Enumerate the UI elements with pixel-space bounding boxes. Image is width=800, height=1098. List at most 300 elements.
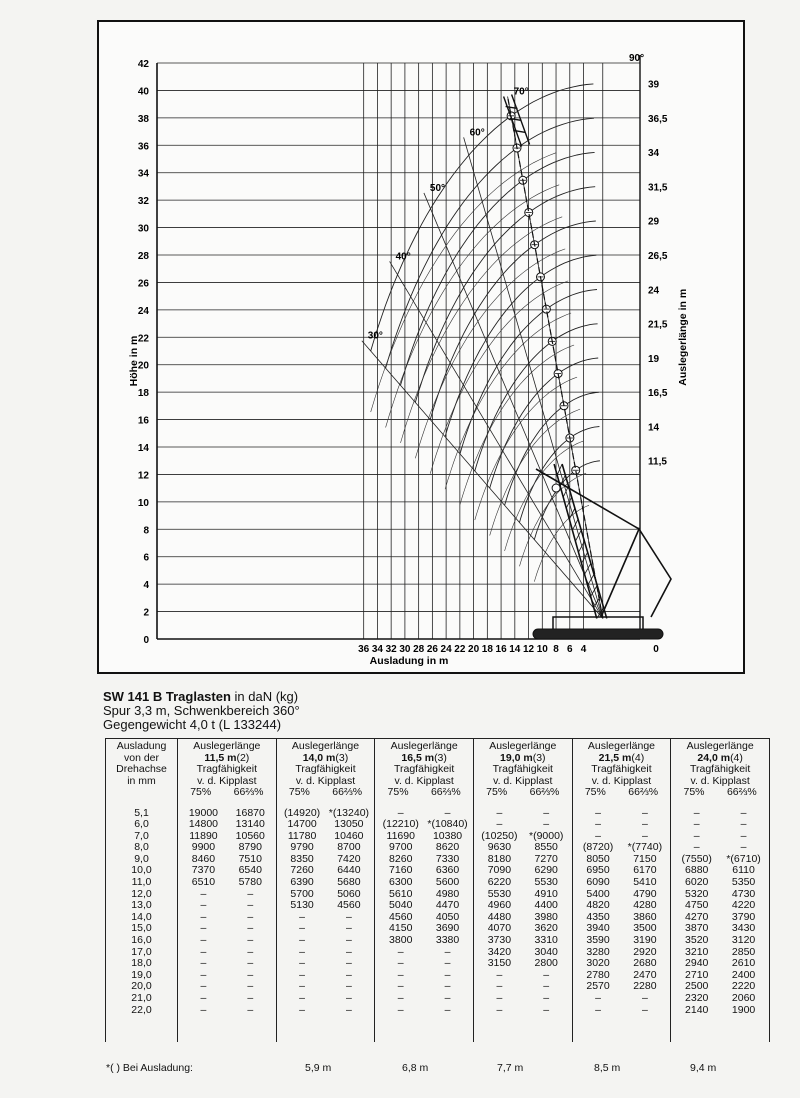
x-tick-label: 8 bbox=[553, 644, 559, 655]
y-axis-label: Höhe in m bbox=[128, 335, 140, 387]
load-66: – bbox=[444, 1003, 451, 1016]
load-66: – bbox=[543, 968, 550, 981]
load-75: 2780 bbox=[586, 968, 610, 981]
y-tick-label: 22 bbox=[137, 333, 149, 345]
load-66: 2470 bbox=[633, 968, 657, 981]
load-66: 3500 bbox=[633, 922, 657, 935]
load-75: (7550) bbox=[681, 852, 712, 865]
load-75: (10250) bbox=[481, 829, 518, 842]
load-66: 13140 bbox=[235, 818, 265, 831]
x-tick-label: 32 bbox=[385, 644, 397, 655]
boom-length: 14,0 m bbox=[302, 751, 336, 764]
x-tick-label: 14 bbox=[509, 644, 521, 655]
range-diagram-frame bbox=[97, 20, 745, 674]
boom-length: 24,0 m bbox=[697, 751, 731, 764]
boom-length-tick: 24 bbox=[648, 285, 660, 297]
load-66: – bbox=[444, 945, 451, 958]
load-row bbox=[575, 808, 669, 820]
load-75: 5400 bbox=[586, 887, 610, 900]
load-75: 6510 bbox=[191, 876, 216, 889]
x-tick-label: 12 bbox=[522, 644, 535, 655]
load-75: 4820 bbox=[586, 899, 610, 912]
load-75: – bbox=[595, 806, 601, 819]
load-row bbox=[377, 1005, 471, 1017]
percent-headers bbox=[376, 787, 472, 799]
x-tick-label: 6 bbox=[566, 644, 573, 655]
load-66: *(7740) bbox=[627, 841, 663, 854]
load-75: 3800 bbox=[389, 934, 413, 947]
load-66: – bbox=[641, 818, 648, 831]
load-75: – bbox=[200, 887, 207, 900]
load-75: – bbox=[397, 992, 404, 1004]
load-row bbox=[476, 935, 570, 947]
load-75: – bbox=[299, 968, 305, 981]
boom-header-title: Auslegerlänge bbox=[390, 740, 458, 752]
boom-header-title: Auslegerlänge bbox=[587, 740, 656, 752]
load-75: – bbox=[496, 1003, 503, 1016]
load-75: 3210 bbox=[685, 945, 709, 958]
load-66: 13050 bbox=[334, 818, 364, 831]
y-tick-label: 26 bbox=[137, 278, 149, 290]
capacity-label: Tragfähigkeit bbox=[689, 763, 751, 775]
hook-height-curve bbox=[386, 182, 560, 428]
load-66: – bbox=[345, 980, 352, 993]
boom-header-title: Auslegerlänge bbox=[686, 740, 754, 752]
load-75: 7370 bbox=[191, 864, 216, 877]
load-66: – bbox=[740, 841, 747, 854]
load-66: 3040 bbox=[534, 945, 558, 958]
load-row bbox=[476, 877, 570, 889]
footnote-label: *( ) Bei Ausladung: bbox=[106, 1062, 193, 1074]
load-75: 5530 bbox=[487, 887, 512, 900]
load-66: – bbox=[641, 1003, 648, 1016]
footnote-value: 6,8 m bbox=[402, 1062, 429, 1074]
load-row bbox=[575, 935, 669, 947]
load-75: 11890 bbox=[189, 829, 218, 842]
y-tick-label: 14 bbox=[137, 443, 149, 454]
load-66: – bbox=[543, 806, 550, 819]
load-66: 2850 bbox=[731, 945, 756, 958]
load-66: 2610 bbox=[731, 957, 756, 970]
load-66: 3620 bbox=[534, 922, 558, 935]
x-tick-label: 16 bbox=[495, 644, 507, 655]
capacity-label: Tragfähigkeit bbox=[492, 763, 553, 775]
boom-sections: (3) bbox=[335, 751, 349, 764]
load-66: – bbox=[444, 806, 451, 819]
radius-header-line: Ausladung bbox=[116, 740, 167, 752]
y-tick-label: 42 bbox=[137, 59, 149, 70]
x-tick-label: 10 bbox=[536, 644, 548, 655]
load-75: – bbox=[693, 829, 700, 842]
load-66: – bbox=[247, 910, 254, 923]
y-tick-label: 28 bbox=[137, 251, 149, 262]
load-75: – bbox=[496, 818, 503, 831]
load-66: – bbox=[345, 957, 352, 970]
load-row bbox=[476, 808, 570, 820]
x-tick-label: 22 bbox=[454, 644, 466, 655]
load-66: 5410 bbox=[633, 876, 657, 889]
load-row bbox=[279, 935, 373, 947]
load-66: – bbox=[543, 992, 550, 1004]
load-75: – bbox=[693, 806, 700, 819]
load-row bbox=[180, 877, 274, 889]
load-66: 4050 bbox=[435, 910, 460, 923]
load-75: 9790 bbox=[290, 841, 314, 854]
radius-value: 14,0 bbox=[131, 910, 152, 923]
load-row bbox=[180, 935, 274, 947]
load-66: 4980 bbox=[435, 887, 460, 900]
load-75: 6390 bbox=[290, 876, 314, 889]
load-row bbox=[673, 808, 767, 820]
load-75: 6300 bbox=[389, 876, 413, 889]
radius-value: 15,0 bbox=[131, 922, 152, 935]
load-row bbox=[575, 981, 669, 993]
radius-value: 9,0 bbox=[134, 852, 149, 865]
load-row bbox=[476, 993, 570, 1005]
load-row bbox=[673, 1005, 767, 1017]
track-line: Spur 3,3 m, Schwenkbereich 360° bbox=[103, 703, 300, 718]
radius-header-line: Drehachse bbox=[116, 763, 167, 775]
load-75: 8180 bbox=[487, 852, 512, 865]
load-75: 11780 bbox=[287, 829, 317, 842]
boom-length: 16,5 m bbox=[401, 751, 435, 764]
load-66: 8550 bbox=[534, 841, 558, 854]
right-axis-label: Auslegerlänge in m bbox=[677, 288, 689, 386]
load-75: – bbox=[200, 922, 207, 935]
capacity-label: Tragfähigkeit bbox=[295, 763, 356, 775]
load-75: – bbox=[200, 910, 207, 923]
load-66: – bbox=[247, 899, 254, 912]
load-75: 9900 bbox=[191, 841, 216, 854]
load-66: – bbox=[444, 992, 451, 1004]
load-75: – bbox=[397, 945, 404, 958]
load-75: 3590 bbox=[586, 934, 610, 947]
load-75: 5130 bbox=[290, 899, 314, 912]
radius-value: 6,0 bbox=[134, 818, 149, 831]
boom-length-tick: 11,5 bbox=[648, 456, 667, 468]
load-66: 6360 bbox=[435, 864, 460, 877]
boom-column bbox=[178, 799, 277, 1042]
load-row bbox=[279, 958, 373, 970]
load-75: – bbox=[299, 957, 305, 970]
load-66: *(6710) bbox=[726, 852, 761, 865]
tipping-label: v. d. Kipplast bbox=[591, 774, 652, 787]
load-75: 4560 bbox=[389, 910, 413, 923]
load-66: – bbox=[444, 980, 451, 993]
load-66: 2220 bbox=[731, 980, 756, 993]
load-75: – bbox=[693, 841, 700, 854]
load-row bbox=[279, 981, 373, 993]
boom-header bbox=[375, 739, 474, 799]
load-75: 2320 bbox=[685, 992, 709, 1004]
load-row bbox=[180, 912, 274, 924]
load-row bbox=[279, 900, 373, 912]
load-row bbox=[476, 958, 570, 970]
load-row bbox=[476, 970, 570, 982]
low-boom-lacing bbox=[566, 497, 571, 508]
y-tick-label: 34 bbox=[137, 168, 149, 180]
low-boom-lacing bbox=[572, 519, 578, 530]
load-66: 3190 bbox=[633, 934, 657, 947]
load-75: – bbox=[595, 1003, 601, 1016]
x-tick-label: 30 bbox=[399, 644, 411, 655]
load-75: 5320 bbox=[685, 887, 709, 900]
radius-value: 16,0 bbox=[131, 934, 152, 947]
load-66: 6290 bbox=[534, 864, 558, 877]
row-spacer bbox=[476, 799, 570, 808]
load-66: 4790 bbox=[633, 887, 657, 900]
load-66: 3430 bbox=[731, 922, 756, 935]
load-66: – bbox=[247, 945, 254, 958]
load-66: 5060 bbox=[337, 887, 361, 900]
counterweight-line: Gegengewicht 4,0 t (L 133244) bbox=[103, 717, 282, 732]
boom-sections: (4) bbox=[730, 751, 743, 764]
y-tick-label: 4 bbox=[143, 580, 149, 592]
load-row bbox=[279, 819, 373, 831]
x-tick-label: 0 bbox=[653, 644, 659, 655]
load-row bbox=[180, 947, 274, 959]
load-75: – bbox=[595, 818, 601, 831]
load-row bbox=[279, 1005, 373, 1017]
y-tick-label: 6 bbox=[143, 552, 149, 564]
load-row bbox=[575, 993, 669, 1005]
load-75: 7260 bbox=[290, 864, 314, 877]
load-66: 8790 bbox=[238, 841, 262, 854]
load-75: – bbox=[200, 992, 207, 1004]
load-66: – bbox=[247, 934, 254, 947]
boom-angle-ray bbox=[424, 193, 603, 618]
load-row bbox=[180, 1005, 274, 1017]
x-tick-label: 34 bbox=[371, 644, 383, 655]
x-tick-label: 18 bbox=[481, 644, 493, 655]
y-tick-label: 8 bbox=[143, 525, 149, 537]
load-75: 14700 bbox=[287, 818, 317, 831]
angle-label: 60° bbox=[469, 127, 485, 139]
boom-sections: (4) bbox=[631, 751, 645, 764]
load-75: 3150 bbox=[487, 957, 512, 970]
title-block bbox=[103, 690, 300, 732]
boom-sections: (3) bbox=[434, 751, 447, 764]
percent-headers bbox=[574, 787, 670, 799]
percent-75-header: 75% bbox=[486, 786, 508, 798]
load-66: *(13240) bbox=[328, 806, 370, 819]
boom-length-tick: 16,5 bbox=[648, 388, 668, 400]
load-75: 6880 bbox=[685, 864, 709, 877]
load-75: 11690 bbox=[386, 829, 415, 842]
load-75: 3280 bbox=[586, 945, 610, 958]
load-66: 4560 bbox=[337, 899, 361, 912]
boom-length-arc bbox=[415, 187, 595, 403]
percent-75-header: 75% bbox=[190, 786, 212, 798]
low-boom-lacing bbox=[557, 464, 562, 475]
x-axis-label: Ausladung in m bbox=[369, 655, 449, 667]
boom-header bbox=[178, 739, 277, 799]
load-66: 3120 bbox=[731, 934, 756, 947]
load-75: 3020 bbox=[586, 957, 610, 970]
load-row bbox=[673, 877, 767, 889]
y-tick-label: 0 bbox=[143, 635, 149, 646]
y-tick-label: 20 bbox=[137, 360, 149, 372]
boom-column bbox=[572, 799, 671, 1042]
percent-66-header: 66⅔% bbox=[332, 786, 363, 798]
percent-75-header: 75% bbox=[584, 786, 606, 798]
load-75: – bbox=[299, 992, 305, 1004]
load-75: – bbox=[299, 922, 305, 935]
load-75: 14800 bbox=[188, 818, 219, 831]
hook-height-curve bbox=[475, 377, 577, 520]
title-line bbox=[103, 690, 300, 704]
load-75: 9630 bbox=[487, 841, 512, 854]
load-75: – bbox=[595, 829, 601, 842]
load-66: 7420 bbox=[337, 852, 361, 865]
boom-length-tick: 26,5 bbox=[648, 251, 668, 262]
tipping-label: v. d. Kipplast bbox=[690, 774, 750, 787]
load-75: – bbox=[299, 980, 305, 993]
load-66: – bbox=[641, 992, 648, 1004]
load-75: – bbox=[200, 957, 207, 970]
boom-tip-lattice bbox=[504, 94, 530, 146]
load-row bbox=[377, 993, 471, 1005]
radius-column bbox=[106, 799, 178, 1042]
y-tick-label: 40 bbox=[137, 86, 149, 98]
load-row bbox=[180, 981, 274, 993]
load-66: 10560 bbox=[235, 829, 265, 842]
load-66: – bbox=[543, 818, 550, 831]
radius-value: 7,0 bbox=[134, 829, 149, 842]
load-75: 5040 bbox=[389, 899, 413, 912]
load-66: 4280 bbox=[633, 899, 657, 912]
load-66: *(10840) bbox=[427, 818, 468, 831]
load-75: – bbox=[299, 1003, 305, 1016]
radius-value: 20,0 bbox=[131, 980, 152, 993]
boom-column bbox=[276, 799, 375, 1042]
radius-value: 13,0 bbox=[131, 899, 152, 912]
boom-length: 19,0 m bbox=[500, 751, 533, 764]
radius-value: 8,0 bbox=[134, 841, 149, 854]
low-boom-lacing bbox=[563, 486, 568, 497]
x-tick-label: 26 bbox=[426, 644, 438, 655]
load-75: 6020 bbox=[685, 876, 709, 889]
load-66: – bbox=[740, 829, 747, 842]
tipping-label: v. d. Kipplast bbox=[394, 774, 454, 787]
x-tick-label: 4 bbox=[580, 644, 587, 655]
tipping-label: v. d. Kipplast bbox=[197, 774, 257, 787]
load-66: – bbox=[345, 910, 352, 923]
load-66: – bbox=[247, 922, 254, 935]
load-75: 2140 bbox=[685, 1003, 709, 1016]
row-spacer bbox=[673, 799, 767, 808]
percent-75-header: 75% bbox=[288, 786, 310, 798]
load-66: – bbox=[740, 806, 747, 819]
load-75: 4070 bbox=[487, 922, 512, 935]
radius-value: 18,0 bbox=[131, 957, 152, 970]
load-75: – bbox=[397, 968, 404, 981]
y-tick-label: 38 bbox=[137, 113, 149, 125]
row-spacer bbox=[575, 799, 669, 808]
load-75: – bbox=[693, 818, 700, 831]
load-row bbox=[377, 970, 471, 982]
load-66: – bbox=[247, 887, 254, 900]
x-tick-label: 28 bbox=[413, 644, 425, 655]
load-75: 2570 bbox=[586, 980, 610, 993]
load-75: 2500 bbox=[685, 980, 709, 993]
load-75: 6950 bbox=[586, 864, 610, 877]
angle-label: 70° bbox=[513, 86, 529, 98]
boom-header-title: Auslegerlänge bbox=[193, 740, 261, 752]
load-row bbox=[673, 831, 767, 843]
load-66: – bbox=[543, 1003, 550, 1016]
load-75: – bbox=[496, 980, 503, 993]
radius-value: 11,0 bbox=[131, 876, 152, 889]
angle-label: 50° bbox=[429, 182, 446, 194]
load-75: 7090 bbox=[487, 864, 512, 877]
radius-header bbox=[106, 739, 178, 799]
y-tick-label: 36 bbox=[137, 141, 149, 153]
load-75: 4150 bbox=[389, 922, 413, 935]
load-66: 10380 bbox=[432, 829, 463, 842]
boom-length-tick: 39 bbox=[648, 79, 660, 91]
load-table bbox=[105, 738, 770, 1042]
load-66: – bbox=[641, 829, 648, 842]
load-66: 3380 bbox=[435, 934, 460, 947]
model-name: SW 141 B bbox=[103, 689, 163, 704]
low-boom-lacing bbox=[575, 530, 581, 541]
y-tick-label: 24 bbox=[137, 305, 149, 317]
load-75: – bbox=[200, 1003, 207, 1016]
boom-header-title: Auslegerlänge bbox=[489, 740, 557, 752]
boom-length: 21,5 m bbox=[598, 751, 632, 764]
boom-length-arc bbox=[430, 221, 596, 420]
y-tick-label: 10 bbox=[137, 497, 149, 509]
load-66: – bbox=[247, 992, 254, 1004]
load-66: – bbox=[641, 806, 648, 819]
load-row bbox=[180, 993, 274, 1005]
load-row bbox=[575, 877, 669, 889]
load-66: 4910 bbox=[534, 887, 558, 900]
boom-length-arc bbox=[386, 118, 594, 368]
load-75: 4750 bbox=[685, 899, 709, 912]
load-66: 3690 bbox=[435, 922, 460, 935]
boom-length-tick: 19 bbox=[648, 353, 660, 365]
load-66: – bbox=[345, 922, 352, 935]
load-75: – bbox=[496, 968, 503, 981]
load-66: – bbox=[345, 945, 352, 958]
load-row bbox=[279, 970, 373, 982]
load-row bbox=[377, 819, 471, 831]
load-75: 6220 bbox=[487, 876, 512, 889]
load-row bbox=[279, 947, 373, 959]
boom-header bbox=[276, 739, 375, 799]
row-spacer bbox=[377, 799, 471, 808]
load-75: (12210) bbox=[382, 818, 419, 831]
load-75: 19000 bbox=[188, 806, 219, 819]
load-row bbox=[279, 877, 373, 889]
y-tick-label: 16 bbox=[137, 415, 149, 427]
load-75: – bbox=[496, 806, 503, 819]
load-66: 2920 bbox=[633, 945, 657, 958]
load-75: 5700 bbox=[290, 887, 314, 900]
load-66: 2060 bbox=[731, 992, 756, 1004]
radius-value: 22,0 bbox=[131, 1003, 152, 1016]
load-66: 8700 bbox=[337, 841, 361, 854]
load-75: – bbox=[200, 945, 207, 958]
load-row bbox=[575, 1005, 669, 1017]
load-66: 7270 bbox=[534, 852, 558, 865]
radius-value: 5,1 bbox=[134, 806, 149, 819]
load-75: 8460 bbox=[191, 852, 216, 865]
load-table-body bbox=[106, 799, 770, 1042]
load-66: 5780 bbox=[238, 876, 262, 889]
